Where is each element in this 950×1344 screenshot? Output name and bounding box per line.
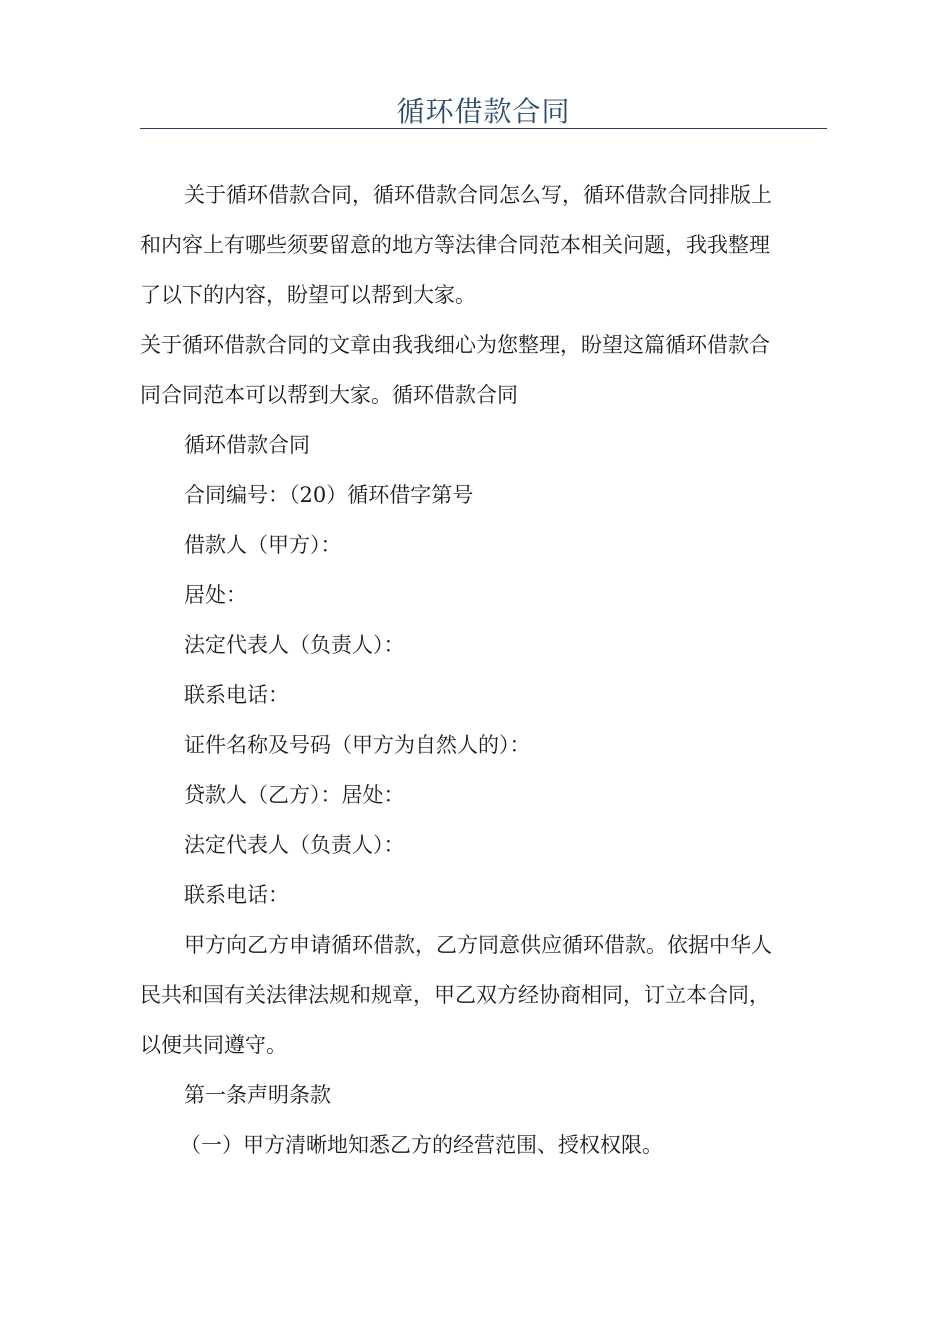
paragraph-intro bbox=[140, 170, 827, 320]
paragraph-borrower-id: 证件名称及号码（甲方为自然人的）： bbox=[184, 733, 531, 757]
paragraph-borrower-address: 居处： bbox=[184, 583, 247, 607]
paragraph-agreement bbox=[140, 920, 827, 1070]
paragraph-contract-number: 合同编号：（20）循环借字第号 bbox=[184, 483, 474, 507]
text-line: 民共和国有关法律法规和规章，甲乙双方经协商相同，订立本合同， bbox=[140, 983, 770, 1007]
text-line: 以便共同遵守。 bbox=[140, 1033, 287, 1057]
paragraph-clause-one: （一）甲方清晰地知悉乙方的经营范围、授权权限。 bbox=[180, 1133, 663, 1157]
text-line: 同合同范本可以帮到大家。循环借款合同 bbox=[140, 383, 518, 407]
document-title: 循环借款合同 bbox=[396, 95, 571, 128]
paragraph-borrower: 借款人（甲方）： bbox=[184, 533, 342, 557]
paragraph-summary bbox=[140, 320, 827, 420]
title-underline bbox=[140, 128, 827, 129]
paragraph-lender-phone: 联系电话： bbox=[184, 883, 289, 907]
text-line: 和内容上有哪些须要留意的地方等法律合同范本相关问题，我我整理 bbox=[140, 233, 770, 257]
text-line: 关于循环借款合同，循环借款合同怎么写，循环借款合同排版上 bbox=[184, 183, 772, 207]
text-line: 甲方向乙方申请循环借款，乙方同意供应循环借款。依据中华人 bbox=[184, 933, 772, 957]
text-line: 关于循环借款合同的文章由我我细心为您整理，盼望这篇循环借款合 bbox=[140, 333, 770, 357]
text-line: 了以下的内容，盼望可以帮到大家。 bbox=[140, 283, 476, 307]
paragraph-borrower-phone: 联系电话： bbox=[184, 683, 289, 707]
paragraph-borrower-representative: 法定代表人（负责人）： bbox=[184, 633, 405, 657]
paragraph-lender-representative: 法定代表人（负责人）： bbox=[184, 833, 405, 857]
paragraph-contract-heading: 循环借款合同 bbox=[184, 433, 310, 457]
paragraph-article-one: 第一条声明条款 bbox=[184, 1083, 331, 1107]
paragraph-lender: 贷款人（乙方）：居处： bbox=[184, 783, 405, 807]
document-body bbox=[140, 170, 827, 1170]
